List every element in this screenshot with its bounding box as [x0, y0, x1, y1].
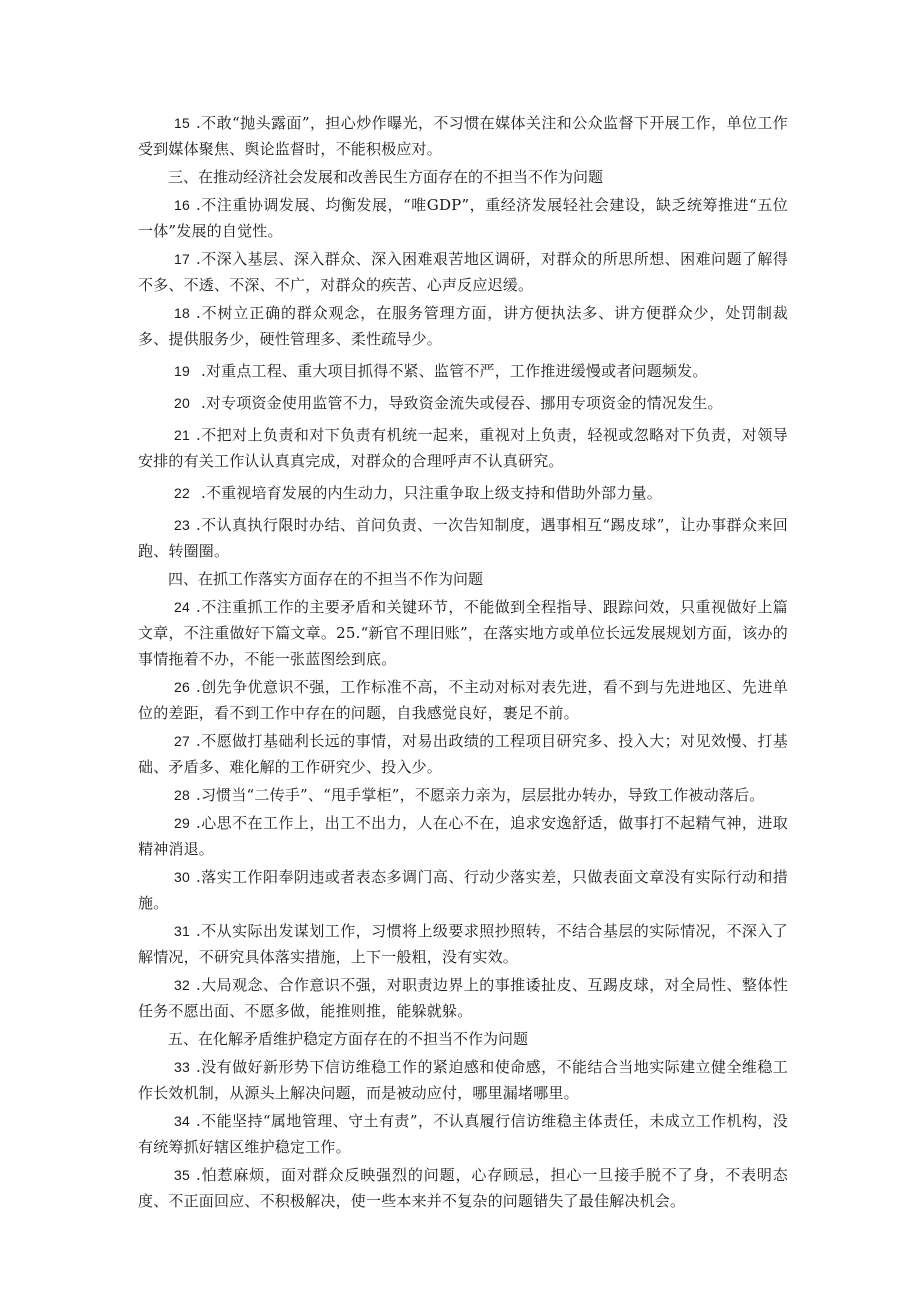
- item-number: 23: [174, 517, 190, 533]
- paragraph-18: [138, 300, 788, 352]
- paragraph-24: [138, 594, 788, 672]
- item-text: .不愿做打基础利长远的事情，对易出政绩的工程项目研究多、投入大；对见效慢、打基础、矛盾多、难化解的工作研究少、投入少。: [138, 732, 788, 776]
- item-text: .怕惹麻烦，面对群众反映强烈的问题，心存顾忌，担心一旦接手脱不了身，不表明态度、不正面回应、不积极解决，使一些本来并不复杂的问题错失了最佳解决机会。: [138, 1166, 788, 1210]
- item-text: .对重点工程、重大项目抓得不紧、监管不严，工作推进缓慢或者问题频发。: [195, 362, 708, 380]
- item-number: 34: [174, 1113, 190, 1129]
- item-text: .不重视培育发展的内生动力，只注重争取上级支持和借助外部力量。: [195, 484, 662, 502]
- item-number: 26: [174, 679, 190, 695]
- item-number: 29: [174, 815, 190, 831]
- section-heading-3: 三、在推动经济社会发展和改善民生方面存在的不担当不作为问题: [168, 168, 604, 186]
- item-text: .没有做好新形势下信访维稳工作的紧迫感和使命感，不能结合当地实际建立健全维稳工作长效机制，从源头上解决问题，而是被动应付，哪里漏堵哪里。: [138, 1058, 788, 1102]
- paragraph-19: [138, 358, 788, 384]
- item-number: 16: [174, 197, 190, 213]
- item-number: 27: [174, 733, 190, 749]
- paragraph-30: [138, 864, 788, 916]
- paragraph-23: [138, 512, 788, 564]
- item-number: 30: [174, 869, 190, 885]
- item-text: .不注重协调发展、均衡发展，“唯GDP”，重经济发展轻社会建设，缺乏统筹推进“五位一体”发展的自觉性。: [138, 196, 788, 240]
- paragraph-22: [138, 480, 788, 506]
- item-number: 32: [174, 977, 190, 993]
- item-number: 33: [174, 1059, 190, 1075]
- paragraph-29: [138, 810, 788, 862]
- paragraph-26: [138, 674, 788, 726]
- paragraph-35: [138, 1162, 788, 1214]
- item-text: .不深入基层、深入群众、深入困难艰苦地区调研，对群众的所思所想、困难问题了解得不多、不透、不深、不广，对群众的疾苦、心声反应迟缓。: [138, 250, 788, 294]
- paragraph-32: [138, 972, 788, 1024]
- item-text: .不树立正确的群众观念，在服务管理方面，讲方便执法多、讲方便群众少，处罚制裁多、提供服务少，硬性管理多、柔性疏导少。: [138, 304, 788, 348]
- paragraph-27: [138, 728, 788, 780]
- paragraph-15: [138, 110, 788, 162]
- item-number: 21: [174, 427, 190, 443]
- item-number: 18: [174, 305, 190, 321]
- item-number: 35: [174, 1167, 190, 1183]
- item-text: .不从实际出发谋划工作，习惯将上级要求照抄照转，不结合基层的实际情况，不深入了解情况，不研究具体落实措施，上下一般粗，没有实效。: [138, 922, 788, 966]
- section-heading-4: 四、在抓工作落实方面存在的不担当不作为问题: [168, 570, 484, 588]
- item-text: .习惯当“二传手”、“甩手掌柜”，不愿亲力亲为，层层批办转办，导致工作被动落后。: [195, 786, 765, 804]
- paragraph-34: [138, 1108, 788, 1160]
- item-number: 15: [174, 115, 190, 131]
- item-text: .不能坚持“属地管理、守土有责”，不认真履行信访维稳主体责任，未成立工作机构，没有统筹抓好辖区维护稳定工作。: [138, 1112, 788, 1156]
- paragraph-28: [138, 782, 788, 808]
- item-text: .心思不在工作上，出工不出力，人在心不在，追求安逸舒适，做事打不起精气神，进取精神消退。: [138, 814, 788, 858]
- item-number: 17: [174, 251, 190, 267]
- item-text: .对专项资金使用监管不力，导致资金流失或侵吞、挪用专项资金的情况发生。: [195, 394, 723, 412]
- item-text: .落实工作阳奉阴违或者表态多调门高、行动少落实差，只做表面文章没有实际行动和措施。: [138, 868, 788, 912]
- item-text: .不注重抓工作的主要矛盾和关键环节，不能做到全程指导、跟踪问效，只重视做好上篇文章，不注重做好下篇文章。25.“新官不理旧账”，在落实地方或单位长远发展规划方面，该办的事情拖着不办，不能一张蓝图绘到底。: [138, 598, 788, 668]
- item-text: .不认真执行限时办结、首问负责、一次告知制度，遇事相互“踢皮球”，让办事群众来回跑、转圈圈。: [138, 516, 788, 560]
- paragraph-17: [138, 246, 788, 298]
- paragraph-33: [138, 1054, 788, 1106]
- paragraph-31: [138, 918, 788, 970]
- item-number: 28: [174, 787, 190, 803]
- paragraph-20: [138, 390, 788, 416]
- paragraph-16: [138, 192, 788, 244]
- item-text: .创先争优意识不强，工作标准不高，不主动对标对表先进，看不到与先进地区、先进单位的差距，看不到工作中存在的问题，自我感觉良好，裹足不前。: [138, 678, 788, 722]
- item-number: 19: [174, 363, 190, 379]
- item-number: 31: [174, 923, 190, 939]
- item-number: 22: [174, 485, 190, 501]
- section-heading-5: 五、在化解矛盾维护稳定方面存在的不担当不作为问题: [168, 1030, 529, 1048]
- item-number: 20: [174, 395, 190, 411]
- item-number: 24: [174, 599, 190, 615]
- item-text: .不把对上负责和对下负责有机统一起来，重视对上负责，轻视或忽略对下负责，对领导安排的有关工作认认真真完成，对群众的合理呼声不认真研究。: [138, 426, 788, 470]
- paragraph-21: [138, 422, 788, 474]
- document-body: [138, 110, 788, 1214]
- item-text: .大局观念、合作意识不强，对职责边界上的事推诿扯皮、互踢皮球，对全局性、整体性任务不愿出面、不愿多做，能推则推，能躲就躲。: [138, 976, 788, 1020]
- item-text: .不敢“抛头露面”，担心炒作曝光，不习惯在媒体关注和公众监督下开展工作，单位工作受到媒体聚焦、舆论监督时，不能积极应对。: [138, 114, 788, 158]
